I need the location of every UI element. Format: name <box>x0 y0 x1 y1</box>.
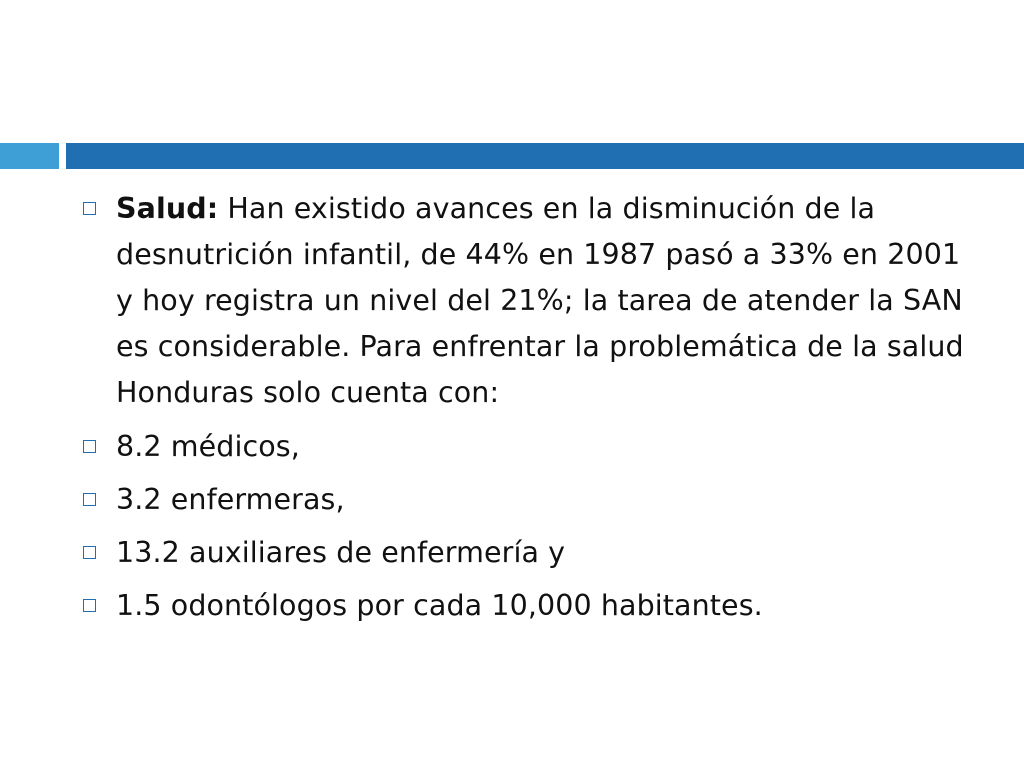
bullet-text: 3.2 enfermeras, <box>116 483 345 516</box>
header-accent-bar-left <box>0 143 59 169</box>
square-bullet-icon <box>83 440 96 453</box>
square-bullet-icon <box>83 546 96 559</box>
bullet-label: Salud: <box>116 192 219 225</box>
bullet-body: Han existido avances en la disminución de la desnutrición infantil, de 44% en 1987 pasó a 33% en 2001 y hoy registra un nivel del 21%; la tarea de atender la SAN es considerable. Para enfrentar la problemática de la salud Honduras solo cuenta con: <box>116 192 964 409</box>
bullet-text: 8.2 médicos, <box>116 430 300 463</box>
square-bullet-icon <box>83 202 96 215</box>
square-bullet-icon <box>83 493 96 506</box>
bullet-item-odontologos <box>76 583 976 629</box>
bullet-text: 13.2 auxiliares de enfermería y <box>116 536 566 569</box>
bullet-text: 1.5 odontólogos por cada 10,000 habitantes. <box>116 589 763 622</box>
bullet-list <box>76 186 976 636</box>
square-bullet-icon <box>83 599 96 612</box>
bullet-text <box>116 186 976 416</box>
header-accent-bar-right <box>66 143 1024 169</box>
bullet-item-medicos <box>76 424 976 470</box>
bullet-item-auxiliares <box>76 530 976 576</box>
bullet-item-enfermeras <box>76 477 976 523</box>
bullet-item-salud <box>76 186 1008 416</box>
